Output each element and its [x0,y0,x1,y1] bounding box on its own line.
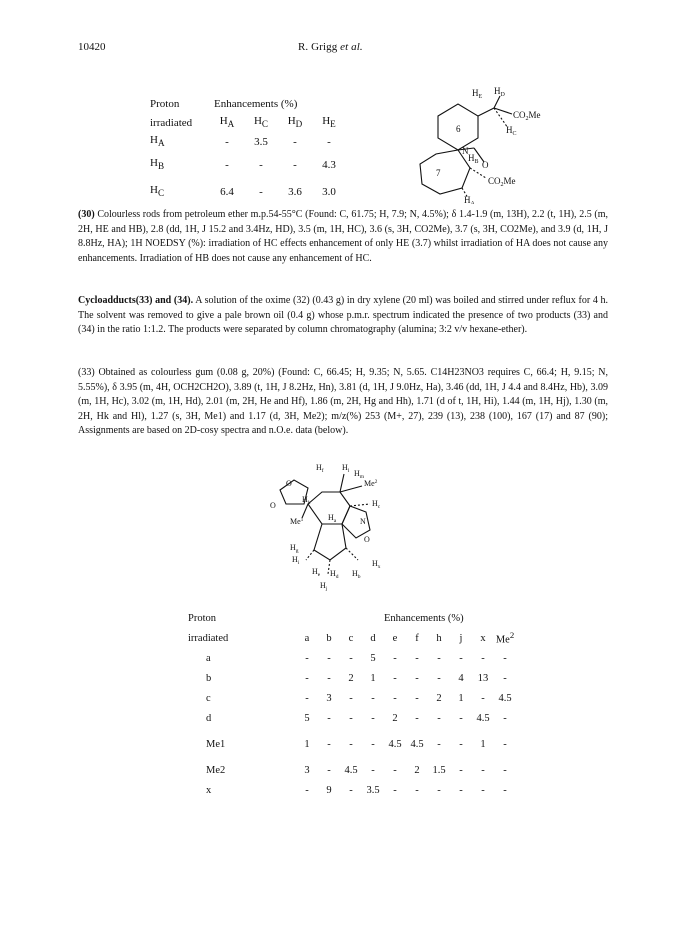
table2-header-enhancements: Enhancements (%) [384,612,464,624]
label-hm: $H_m$ [354,469,365,480]
label-o-bottom: O [270,501,276,510]
table1-header-irradiated: irradiated [150,116,193,129]
table2-cell: - [459,764,463,776]
table2-cell: 3 [304,764,310,776]
table2-cell: - [393,784,397,796]
table2-row [188,708,516,728]
label-ha: $H_a$ [328,513,337,524]
bond [350,504,370,506]
table2-cell: 1 [458,692,464,704]
table2-cell: - [327,712,331,724]
table2-row [188,780,516,800]
table2-cell: 5 [370,652,376,664]
table2-cell: - [393,692,397,704]
table2-cell: 1 [304,738,310,750]
table2-col: a [304,632,310,644]
table1-row [150,151,346,178]
table2-cell: - [481,784,485,796]
table2-cell: 4.5 [388,738,402,750]
label-hc: $H_c$ [372,499,381,510]
cycloadducts-paragraph [78,294,608,338]
label-hl: $H_l$ [342,463,350,474]
table2-cell: - [415,712,419,724]
compound-33-description [78,366,608,439]
table2-row-label: x [206,784,212,796]
table1-cell: 6.4 [220,185,234,198]
table2-cell: 3.5 [366,784,380,796]
table2-col: j [459,632,463,644]
table2-cell: - [481,692,485,704]
label-ring7: 7 [436,168,441,178]
table1-cell: - [225,158,229,171]
table2-cell: - [503,712,507,724]
label-o-ring: O [364,535,370,544]
table2-col: h [436,632,442,644]
table2-col-me2: Me$^2$ [495,630,515,646]
table1-col-ha: $H_A$ [219,115,235,130]
table2-cell: 2 [436,692,442,704]
table2-cell: - [437,672,441,684]
table2-cell: - [459,652,463,664]
table1-row [150,132,346,151]
table1-col-hd: $H_D$ [287,115,303,130]
table2-cell: - [305,784,309,796]
table2-cell: 4 [458,672,464,684]
label-hc: $H_C$ [506,125,517,137]
table1-col-he: $H_E$ [322,115,336,130]
table2-cell: - [349,652,353,664]
table2-row-label: c [206,692,211,704]
table2-col: e [392,632,398,644]
table2-cell: - [393,764,397,776]
table2-row-label: b [206,672,212,684]
label-me2: Me$^2$ [364,479,378,488]
label-hj: $H_j$ [320,581,328,592]
label-hg: $H_g$ [290,543,299,554]
table2-col: d [370,632,376,644]
table1-cell: 3.0 [322,185,336,198]
table2-cell: 1 [370,672,376,684]
table2-cell: 4.5 [476,712,490,724]
label-hx: $H_x$ [372,559,381,570]
compound-30-label: (30) [78,209,95,220]
table2-cell: - [459,712,463,724]
table2-cell: - [415,672,419,684]
table2-cell: - [415,652,419,664]
table2-cell: - [305,652,309,664]
table2-cell: - [371,764,375,776]
compound-30-description [78,208,608,266]
running-head [298,41,363,53]
table2-cell: 2 [414,764,420,776]
table2-cell: - [437,712,441,724]
table2-cell: - [503,672,507,684]
label-n: N [462,146,469,156]
table1-cell: 3.6 [288,185,302,198]
table2-cell: 3 [326,692,332,704]
noe-table-33 [188,608,516,800]
table1-header-enhancements: Enhancements (%) [214,97,298,110]
table2-cell: - [393,652,397,664]
table1-row [150,178,346,205]
compound-30-text: Colourless rods from petroleum ether m.p.54-55°C (Found: C, 61.75; H, 7.9; N, 4.5%); δ 1.4-1.9 (m, 13H), 2.2 (t, 1H), 2.5 (m, 2H, HE and HB), 2.8 (dd, 1H, J 15.2 and 3.4Hz, HD), 3.5 (m, 1H, HC), 3.6 (s, 3H, CO2Me), 3.7 (s, 3H, CO2Me), and 3.9 (d, 1H, J 8.8Hz, HA); 1H NOEDSY (%): irradiation of HC effects enhancement of only HE (3.7) whilst irradiation of HA does not cause any enhancements. Irradiation of HB does not cause any enhancement of HC. [78,209,608,264]
table2-cell: 9 [326,784,332,796]
table2-row-label: Me2 [206,764,226,776]
running-head-author: R. Grigg [298,41,338,53]
label-hd: $H_d$ [330,569,339,580]
table2-cell: - [481,764,485,776]
table2-cell: 2 [348,672,354,684]
table2-cell: - [415,784,419,796]
table2-cell: - [371,738,375,750]
table2-row-label: a [206,652,211,664]
bond [478,108,494,116]
label-ha: $H_A$ [464,195,475,204]
table2-row [188,668,516,688]
cyclopentane-ring [314,524,346,560]
table2-row [188,648,516,668]
table2-cell: - [437,652,441,664]
label-co2me-top: $CO_2Me$ [513,110,541,122]
page-number: 10420 [78,41,106,53]
table2-cell: 1.5 [432,764,446,776]
table2-cell: 13 [477,672,489,684]
table2-cell: 4.5 [344,764,358,776]
bond [340,486,362,492]
table1-cell: - [259,158,263,171]
table2-cell: - [503,738,507,750]
table2-cell: - [371,692,375,704]
label-o-top: O [286,479,292,488]
table2-cell: - [459,784,463,796]
structure-30-diagram [400,86,600,204]
label-co2me-bottom: $CO_2Me$ [488,176,516,188]
table1-row-label: $H_B$ [150,157,165,172]
table2-row-label: Me1 [206,738,226,750]
bond [340,474,344,492]
table1-cell: 4.3 [322,158,336,171]
bond [494,96,500,108]
table2-row-label: d [206,712,212,724]
table2-col: b [326,632,332,644]
noe-table-30 [150,94,346,205]
label-hi: $H_i$ [292,555,300,566]
table1-cell: - [293,135,297,148]
running-head-etal: et al. [340,41,363,53]
label-o: O [482,160,489,170]
label-hb: $H_b$ [352,569,361,580]
cycloadducts-text: A solution of the oxime (32) (0.43 g) in dry xylene (20 ml) was boiled and stirred under reflux for 4 h. The solvent was removed to give a pale brown oil (0.4 g) whose p.m.r. spectrum indicated the presence of two products (33) and (34) in the ratio 1:1.2. The products were separated by column chromatography (alumina; 3:2 v/v hexane-ether). [78,295,609,336]
table2-cell: - [327,764,331,776]
table1-header-proton: Proton [150,97,180,110]
table2-cell: - [459,738,463,750]
table2-cell: - [415,692,419,704]
label-ring6: 6 [456,124,461,134]
table1-cell: - [293,158,297,171]
table2-col: x [480,632,486,644]
table2-cell: - [305,692,309,704]
table1-cell: - [225,135,229,148]
label-n: N [360,517,366,526]
label-hk: $H_k$ [302,495,311,506]
table2-cell: - [305,672,309,684]
table2-cell: - [393,672,397,684]
table2-cell: 2 [392,712,398,724]
label-hd: $H_D$ [494,86,505,98]
table2-cell: - [371,712,375,724]
table2-row [188,728,516,760]
table2-cell: - [437,738,441,750]
table2-cell: - [327,672,331,684]
table2-cell: 5 [304,712,310,724]
label-he: $H_E$ [472,88,483,100]
seven-membered-ring [420,150,470,194]
table2-cell: - [503,784,507,796]
bond [306,550,314,560]
table2-cell: - [503,652,507,664]
label-hf: $H_f$ [316,463,324,474]
label-he: $H_e$ [312,567,321,578]
table2-cell: - [327,652,331,664]
structure-33-diagram [262,462,422,592]
bond [346,548,358,560]
table2-row [188,760,516,780]
table2-col: f [415,632,419,644]
table1-cell: - [327,135,331,148]
table1-col-hc: $H_C$ [253,115,269,130]
table2-cell: - [437,784,441,796]
table2-cell: - [327,738,331,750]
isoxazolidine-ring [342,506,370,538]
table2-cell: - [349,692,353,704]
table2-cell: 1 [480,738,486,750]
table1-cell: - [259,185,263,198]
table1-row-label: $H_C$ [150,184,165,199]
table2-row [188,688,516,708]
table1-row-label: $H_A$ [150,134,165,149]
table2-cell: - [349,712,353,724]
table2-col: c [348,632,354,644]
table2-cell: - [503,764,507,776]
table1-cell: 3.5 [254,135,268,148]
label-me1: Me$^1$ [290,517,304,526]
table2-cell: 4.5 [498,692,512,704]
compound-33-text: (33) Obtained as colourless gum (0.08 g, 20%) (Found: C, 66.45; H, 9.35; N, 5.65. C14H23NO3 requires C, 66.4; H, 9.15; N, 5.55%), δ 3.95 (m, 4H, OCH2CH2O), 3.89 (t, 1H, J 8.2Hz, Hn), 3.81 (d, 1H, J 9.0Hz, Ha), 3.46 (dd, 1H, J 4.4 and 8.4Hz, Hb), 3.09 (m, 1H, Hc), 3.02 (m, 1H, Hd), 2.01 (m, 2H, He and Hf), 1.86 (m, 2H, Hg and Hh), 1.71 (d of t, 1H, Hi), 1.44 (m, 1H, Hj), 1.30 (m, 2H, Hk and Hl), 1.27 (s, 3H, Me1) and 1.17 (d, 3H, Me2); m/z(%) 253 (M+, 27), 239 (13), 238 (100), 167 (17) and 87 (90); Assignments are based on 2D-cosy spectra and n.O.e. data (below). [78,367,608,437]
table2-header-irradiated: irradiated [188,632,229,644]
table2-cell: - [481,652,485,664]
table2-cell: - [349,738,353,750]
table2-header-proton: Proton [188,612,217,624]
cycloadducts-heading: Cycloadducts(33) and (34). [78,295,194,306]
table2-cell: - [349,784,353,796]
label-hb: $H_B$ [468,153,479,165]
table2-cell: 4.5 [410,738,424,750]
bond [302,504,308,518]
